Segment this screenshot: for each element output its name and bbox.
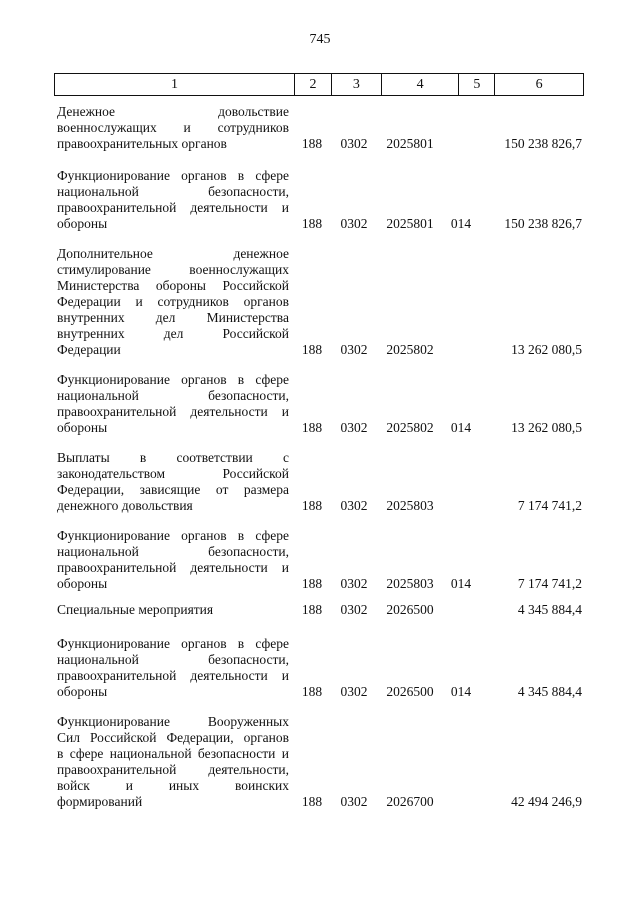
table-header xyxy=(54,73,584,96)
cell-col-3: 0302 xyxy=(340,684,368,699)
cell-col-2: 188 xyxy=(301,498,323,513)
description-line: Федерации и сотрудников органов xyxy=(57,294,289,309)
description-line: правоохранительной деятельности, xyxy=(57,762,289,777)
description-line: войск и иных воинских xyxy=(57,778,289,793)
description-line: в сфере национальной безопасности и xyxy=(57,746,289,761)
cell-col-2: 188 xyxy=(301,420,323,435)
cell-col-5: 014 xyxy=(450,684,472,699)
description-line: национальной безопасности, xyxy=(57,388,289,403)
description-line: военнослужащих и сотрудников xyxy=(57,120,289,135)
description-line: обороны xyxy=(57,420,108,435)
header-col-3: 3 xyxy=(331,74,381,95)
cell-col-3: 0302 xyxy=(340,498,368,513)
description-line: Функционирование органов в сфере xyxy=(57,168,289,183)
cell-col-4: 2025803 xyxy=(386,498,434,513)
cell-col-2: 188 xyxy=(301,342,323,357)
cell-col-4: 2026500 xyxy=(386,602,434,617)
cell-col-2: 188 xyxy=(301,136,323,151)
header-col-1: 1 xyxy=(171,76,179,92)
cell-col-4: 2026700 xyxy=(386,794,434,809)
description-line: национальной безопасности, xyxy=(57,544,289,559)
description-line: Федерации xyxy=(57,342,121,357)
cell-col-3: 0302 xyxy=(340,216,368,231)
cell-col-6: 13 262 080,5 xyxy=(511,420,582,435)
description-line: правоохранительных органов xyxy=(57,136,227,151)
cell-col-3: 0302 xyxy=(340,342,368,357)
cell-col-6: 7 174 741,2 xyxy=(517,576,582,591)
description-line: обороны xyxy=(57,684,108,699)
cell-col-6: 150 238 826,7 xyxy=(504,216,582,231)
cell-col-3: 0302 xyxy=(340,420,368,435)
header-col-4: 4 xyxy=(381,74,459,95)
description-line: денежного довольствия xyxy=(57,498,193,513)
description-line: обороны xyxy=(57,576,108,591)
description-line: Функционирование органов в сфере xyxy=(57,372,289,387)
description-line: Функционирование органов в сфере xyxy=(57,636,289,651)
description-line: правоохранительной деятельности и xyxy=(57,668,289,683)
description-line: законодательством Российской xyxy=(57,466,289,481)
description-line: Выплаты в соответствии с xyxy=(57,450,289,465)
description-line: Министерства обороны Российской xyxy=(57,278,289,293)
cell-col-4: 2025801 xyxy=(386,136,434,151)
cell-col-6: 4 345 884,4 xyxy=(517,684,582,699)
description-line: внутренних дел Российской xyxy=(57,326,289,341)
description-line: Денежное довольствие xyxy=(57,104,289,119)
row-description xyxy=(57,528,289,592)
cell-col-4: 2025801 xyxy=(386,216,434,231)
cell-col-3: 0302 xyxy=(340,576,368,591)
cell-col-4: 2025803 xyxy=(386,576,434,591)
cell-col-6: 13 262 080,5 xyxy=(511,342,582,357)
cell-col-4: 2025802 xyxy=(386,342,434,357)
cell-col-3: 0302 xyxy=(340,136,368,151)
description-line: Сил Российской Федерации, органов xyxy=(57,730,289,745)
description-line: Функционирование органов в сфере xyxy=(57,528,289,543)
description-line: обороны xyxy=(57,216,108,231)
description-line: внутренних дел Министерства xyxy=(57,310,289,325)
cell-col-2: 188 xyxy=(301,684,323,699)
page-number: 745 xyxy=(309,32,331,47)
cell-col-2: 188 xyxy=(301,794,323,809)
description-line: Специальные мероприятия xyxy=(57,602,214,617)
row-description xyxy=(57,104,289,152)
row-description xyxy=(57,602,289,618)
row-description xyxy=(57,714,289,810)
description-line: правоохранительной деятельности и xyxy=(57,404,289,419)
cell-col-5: 014 xyxy=(450,420,472,435)
row-description xyxy=(57,372,289,436)
description-line: Федерации, зависящие от размера xyxy=(57,482,289,497)
cell-col-6: 4 345 884,4 xyxy=(517,602,582,617)
row-description xyxy=(57,168,289,232)
description-line: правоохранительной деятельности и xyxy=(57,560,289,575)
description-line: формирований xyxy=(57,794,143,809)
cell-col-5: 014 xyxy=(450,576,472,591)
cell-col-2: 188 xyxy=(301,216,323,231)
row-description xyxy=(57,636,289,700)
description-line: правоохранительной деятельности и xyxy=(57,200,289,215)
header-col-2: 2 xyxy=(294,74,331,95)
cell-col-3: 0302 xyxy=(340,602,368,617)
description-line: национальной безопасности, xyxy=(57,652,289,667)
cell-col-6: 150 238 826,7 xyxy=(504,136,582,151)
header-col-6: 6 xyxy=(494,74,583,95)
cell-col-5: 014 xyxy=(450,216,472,231)
cell-col-2: 188 xyxy=(301,576,323,591)
cell-col-6: 7 174 741,2 xyxy=(517,498,582,513)
description-line: национальной безопасности, xyxy=(57,184,289,199)
cell-col-4: 2026500 xyxy=(386,684,434,699)
header-col-5: 5 xyxy=(458,74,494,95)
cell-col-2: 188 xyxy=(301,602,323,617)
row-description xyxy=(57,450,289,514)
cell-col-4: 2025802 xyxy=(386,420,434,435)
row-description xyxy=(57,246,289,358)
cell-col-6: 42 494 246,9 xyxy=(511,794,582,809)
cell-col-3: 0302 xyxy=(340,794,368,809)
description-line: Дополнительное денежное xyxy=(57,246,289,261)
description-line: Функционирование Вооруженных xyxy=(57,714,289,729)
description-line: стимулирование военнослужащих xyxy=(57,262,289,277)
